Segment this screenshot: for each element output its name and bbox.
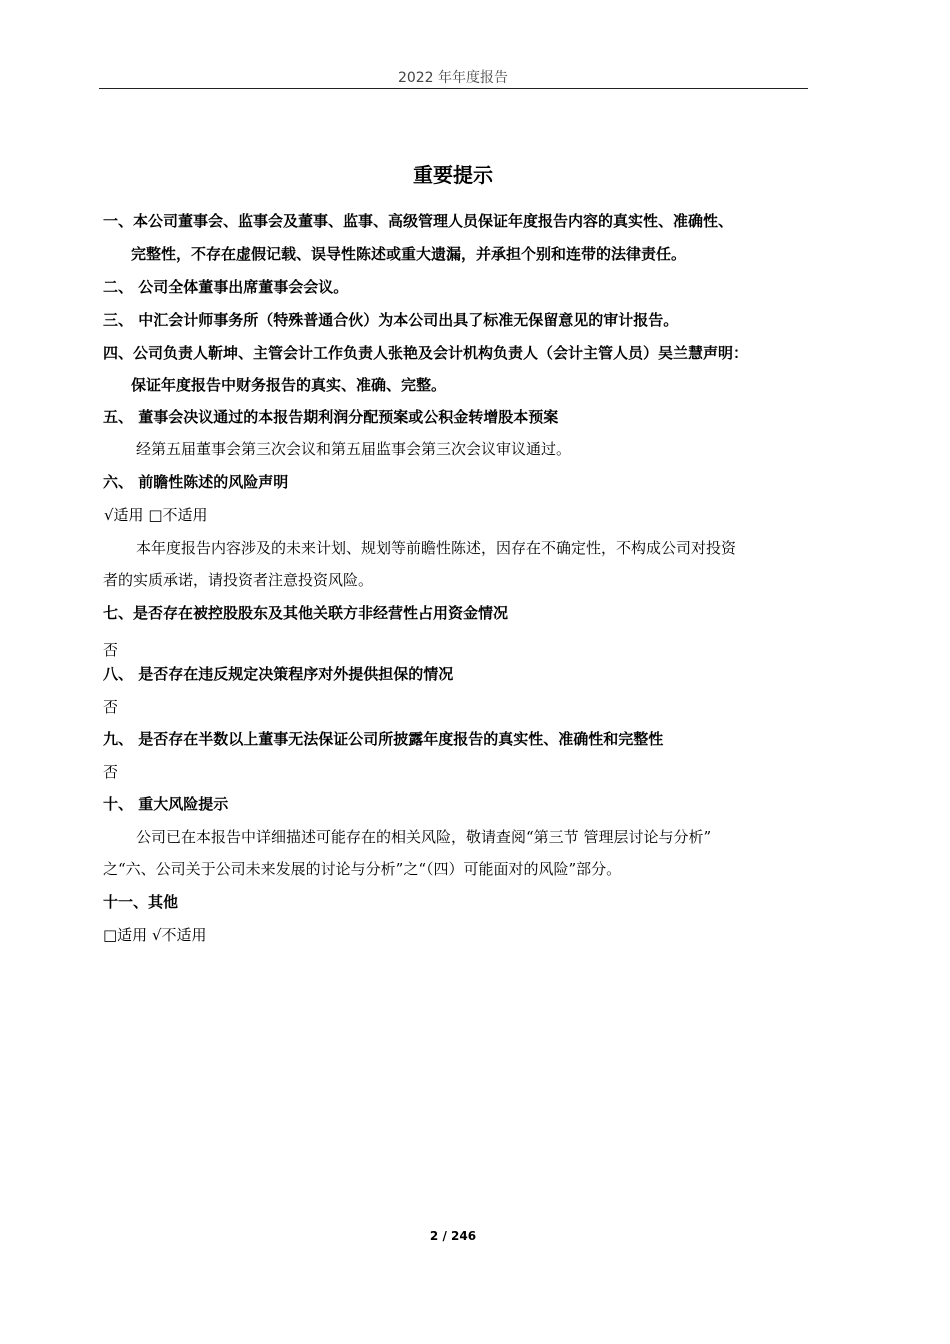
- item-7-heading: 七、是否存在被控股股东及其他关联方非经营性占用资金情况: [103, 604, 509, 622]
- page-header: 2022 年年度报告: [397, 70, 509, 86]
- item-7-answer: 否: [103, 641, 119, 659]
- item-3: 三、 中汇会计师事务所（特殊普通合伙）为本公司出具了标准无保留意见的审计报告。: [103, 311, 679, 329]
- item-6-body-line-2: 者的实质承诺，请投资者注意投资风险。: [103, 571, 374, 589]
- item-10-heading: 十、 重大风险提示: [103, 795, 229, 813]
- item-9-heading: 九、 是否存在半数以上董事无法保证公司所披露年度报告的真实性、准确性和完整性: [103, 730, 664, 748]
- header-rule: [99, 88, 808, 89]
- page-number: 2 / 246: [429, 1229, 477, 1243]
- item-4-line-1: 四、公司负责人靳坤、主管会计工作负责人张艳及会计机构负责人（会计主管人员）吴兰慧声明：: [103, 344, 749, 362]
- item-9-answer: 否: [103, 763, 119, 781]
- item-6-options: √适用 □不适用: [104, 506, 208, 524]
- item-6-body-line-1: 本年度报告内容涉及的未来计划、规划等前瞻性陈述，因存在不确定性，不构成公司对投资: [136, 539, 737, 557]
- item-1-line-2: 完整性，不存在虚假记载、误导性陈述或重大遗漏，并承担个别和连带的法律责任。: [131, 245, 687, 263]
- item-11-options: □适用 √不适用: [103, 926, 207, 944]
- item-8-answer: 否: [103, 698, 119, 716]
- item-4-line-2: 保证年度报告中财务报告的真实、准确、完整。: [131, 376, 447, 394]
- item-10-body-line-1: 公司已在本报告中详细描述可能存在的相关风险，敬请查阅“第三节 管理层讨论与分析”: [136, 828, 712, 846]
- item-1-line-1: 一、本公司董事会、监事会及董事、监事、高级管理人员保证年度报告内容的真实性、准确性、: [103, 212, 734, 230]
- item-11-heading: 十一、其他: [103, 893, 179, 911]
- item-2: 二、 公司全体董事出席董事会会议。: [103, 278, 349, 296]
- item-10-body-line-2: 之“六、公司关于公司未来发展的讨论与分析”之“（四）可能面对的风险”部分。: [103, 860, 622, 878]
- page-title: 重要提示: [413, 163, 493, 187]
- item-5-heading: 五、 董事会决议通过的本报告期利润分配预案或公积金转增股本预案: [103, 408, 559, 426]
- item-5-body: 经第五届董事会第三次会议和第五届监事会第三次会议审议通过。: [136, 440, 572, 458]
- item-6-heading: 六、 前瞻性陈述的风险声明: [103, 473, 289, 491]
- item-8-heading: 八、 是否存在违反规定决策程序对外提供担保的情况: [103, 665, 454, 683]
